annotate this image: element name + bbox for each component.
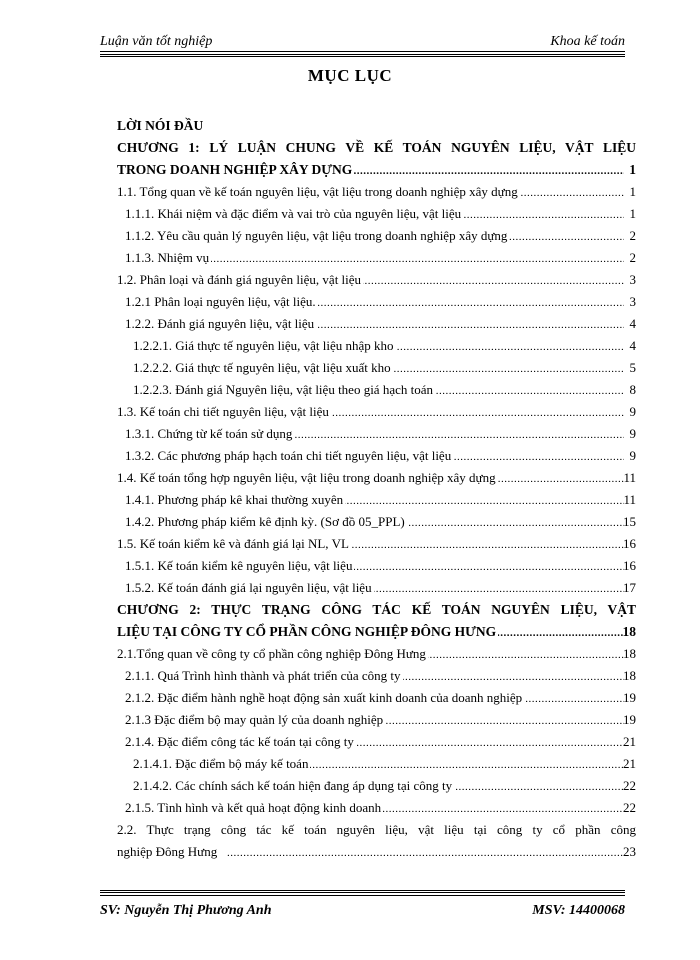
toc-entry[interactable] [117, 492, 636, 514]
toc-entry-2-2-line1[interactable] [117, 822, 636, 844]
toc-entry-page: 21 [623, 734, 636, 749]
toc-preface[interactable] [117, 118, 636, 140]
toc-entry[interactable] [117, 536, 636, 558]
toc-entry-page: 22 [623, 800, 636, 815]
toc-entry-page: 1 [629, 184, 636, 199]
toc-entry-leader [145, 250, 624, 268]
toc-entry-page: 16 [623, 536, 636, 551]
toc-entry[interactable] [117, 338, 636, 360]
chapter1-title-line2: TRONG DOANH NGHIỆP XÂY DỰNG [117, 162, 353, 177]
footer-rule [100, 890, 625, 896]
toc-entry-text: 1.2. Phân loại và đánh giá nguyên liệu, vật liệu [117, 272, 362, 287]
header-rule [100, 51, 625, 57]
footer-student-id: MSV: 14400068 [532, 903, 625, 918]
toc-entry-text: 2.1.5. Tình hình và kết quả hoạt động kinh doanh [125, 800, 382, 815]
toc-entry-text: 2.1.Tổng quan về công ty cổ phần công nghiệp Đông Hưng [117, 646, 426, 661]
toc-entry-text: 1.1.3. Nhiệm vụ [125, 250, 210, 265]
toc-entry-text: 1.4. Kế toán tổng hợp nguyên liệu, vật liệu trong doanh nghiệp xây dựng [117, 470, 496, 485]
toc-entry-page: 18 [623, 668, 636, 683]
toc-entry[interactable] [117, 426, 636, 448]
toc-entry-page: 1 [629, 206, 636, 221]
toc-entry-text: 2.1.4.1. Đặc điểm bộ máy kế toán [133, 756, 309, 771]
toc-entry[interactable] [117, 470, 636, 492]
header-thesis-label: Luận văn tốt nghiệp [100, 34, 213, 49]
toc-entry[interactable] [117, 712, 636, 734]
toc-entry-text: 1.4.1. Phương pháp kê khai thường xuyên [125, 492, 344, 507]
toc-entry-page: 15 [623, 514, 636, 529]
toc-entry-text: 1.4.2. Phương pháp kiểm kê định kỳ. (Sơ đồ 05_PPL) [125, 514, 405, 529]
toc-entry-text: 1.3.2. Các phương pháp hạch toán chi tiết nguyên liệu, vật liệu [125, 448, 452, 463]
toc-entry[interactable] [117, 184, 636, 206]
toc-entry[interactable] [117, 382, 636, 404]
toc-entry-page: 9 [629, 404, 636, 419]
toc-entry[interactable] [117, 668, 636, 690]
entry-2-2-text-line1: 2.2. Thực trạng công tác kế toán nguyên liệu, vật liệu tại công ty cổ phần công [117, 822, 636, 837]
toc-entry[interactable] [117, 316, 636, 338]
toc-entry[interactable] [117, 558, 636, 580]
toc-entry-page: 4 [629, 316, 636, 331]
toc-entry-text: 2.1.3 Đặc điểm bộ may quản lý của doanh nghiệp [125, 712, 384, 727]
toc-entry-page: 19 [623, 690, 636, 705]
toc-entry-text: 1.5. Kế toán kiểm kê và đánh giá lại NL, VL [117, 536, 349, 551]
toc-entry-text: 1.2.2.2. Giá thực tế nguyên liệu, vật liệu xuất kho [133, 360, 391, 375]
toc-entry[interactable] [117, 734, 636, 756]
toc-entry-text: 2.1.4.2. Các chính sách kế toán hiện đang áp dụng tại công ty [133, 778, 453, 793]
toc-entry-page: 22 [623, 778, 636, 793]
toc-entry-page: 11 [623, 470, 636, 485]
toc-entry[interactable] [117, 580, 636, 602]
toc-entry-page: 2 [629, 250, 636, 265]
toc-entry-text: 2.1.1. Quá Trình hình thành và phát triển của công ty [125, 668, 401, 683]
toc-entry-text: 1.3.1. Chứng từ kế toán sử dụng [125, 426, 293, 441]
toc-entry-page: 18 [623, 646, 636, 661]
toc-entry[interactable] [117, 778, 636, 800]
toc-entry-2-2-line2[interactable] [117, 844, 636, 866]
toc-entry-page: 3 [629, 294, 636, 309]
toc-entry-page: 11 [623, 492, 636, 507]
chapter1-title-line1: CHƯƠNG 1: LÝ LUẬN CHUNG VỀ KẾ TOÁN NGUYÊN LIỆU, VẬT LIỆU [117, 140, 636, 155]
toc-entry[interactable] [117, 690, 636, 712]
toc-entry[interactable] [117, 294, 636, 316]
toc-entry[interactable] [117, 250, 636, 272]
toc-entry-text: 1.5.1. Kế toán kiểm kê nguyên liệu, vật liệu [125, 558, 353, 573]
toc-entry-page: 16 [623, 558, 636, 573]
header-department-label: Khoa kế toán [550, 34, 625, 49]
toc-entry-text: 1.3. Kế toán chi tiết nguyên liệu, vật liệu [117, 404, 329, 419]
toc-chapter1-line2[interactable] [117, 162, 636, 184]
toc-entry-page: 8 [629, 382, 636, 397]
toc-entry[interactable] [117, 228, 636, 250]
chapter2-title-line2: LIỆU TẠI CÔNG TY CỔ PHẦN CÔNG NGHIỆP ĐÔNG HƯNG [117, 624, 497, 639]
toc-entry[interactable] [117, 206, 636, 228]
toc-chapter2-line1[interactable] [117, 602, 636, 624]
entry-2-2-text-line2: nghiệp Đông Hưng [117, 844, 218, 859]
toc-entry-text: 1.1.1. Khái niệm và đặc điểm và vai trò của nguyên liệu, vật liệu [125, 206, 462, 221]
toc-entry-page: 19 [623, 712, 636, 727]
toc-entry[interactable] [117, 272, 636, 294]
toc-chapter1-line1[interactable] [117, 140, 636, 162]
toc-entry-page: 5 [629, 360, 636, 375]
toc-entry-text: 1.1.2. Yêu cầu quản lý nguyên liệu, vật liệu trong doanh nghiệp xây dựng [125, 228, 508, 243]
toc-entry[interactable] [117, 800, 636, 822]
toc-entry-text: 1.2.1 Phân loại nguyên liệu, vật liệu. [125, 294, 316, 309]
toc-entry-page: 21 [623, 756, 636, 771]
toc-entry[interactable] [117, 514, 636, 536]
toc-chapter2-line2[interactable] [117, 624, 636, 646]
toc-entry-text: 1.2.2.1. Giá thực tế nguyên liệu, vật liệu nhập kho [133, 338, 394, 353]
page-title: MỤC LỤC [307, 66, 393, 85]
toc-entry-page: 9 [629, 426, 636, 441]
toc-entry-text: 1.2.2.3. Đánh giá Nguyên liệu, vật liệu theo giá hạch toán [133, 382, 434, 397]
toc-entry[interactable] [117, 404, 636, 426]
chapter2-title-line1: CHƯƠNG 2: THỰC TRẠNG CÔNG TÁC KẾ TOÁN NGUYÊN LIỆU, VẬT [117, 602, 636, 617]
toc-entry-page: 17 [623, 580, 636, 595]
chapter1-page: 1 [629, 162, 636, 177]
toc-entry-page: 2 [629, 228, 636, 243]
toc-entry-page: 9 [629, 448, 636, 463]
toc-entry-text: 1.1. Tổng quan về kế toán nguyên liệu, vật liệu trong doanh nghiệp xây dựng [117, 184, 518, 199]
toc-entry[interactable] [117, 448, 636, 470]
toc-entry[interactable] [117, 646, 636, 668]
chapter2-page: 18 [622, 624, 636, 639]
toc-entry[interactable] [117, 360, 636, 382]
toc-entry-text: 1.2.2. Đánh giá nguyên liệu, vật liệu [125, 316, 315, 331]
toc-entry-page: 3 [629, 272, 636, 287]
entry-2-2-page: 23 [623, 844, 636, 859]
toc-entry-text: 2.1.2. Đặc điểm hành nghề hoạt động sản xuất kinh doanh của doanh nghiệp [125, 690, 523, 705]
toc-entry-text: 1.5.2. Kế toán đánh giá lại nguyên liệu, vật liệu [125, 580, 372, 595]
toc-preface-label: LỜI NÓI ĐẦU [117, 118, 204, 133]
toc-entry-text: 2.1.4. Đặc điểm công tác kế toán tại công ty [125, 734, 354, 749]
toc-entry-page: 4 [629, 338, 636, 353]
footer-student-name: SV: Nguyễn Thị Phương Anh [100, 903, 272, 918]
toc-entry[interactable] [117, 756, 636, 778]
